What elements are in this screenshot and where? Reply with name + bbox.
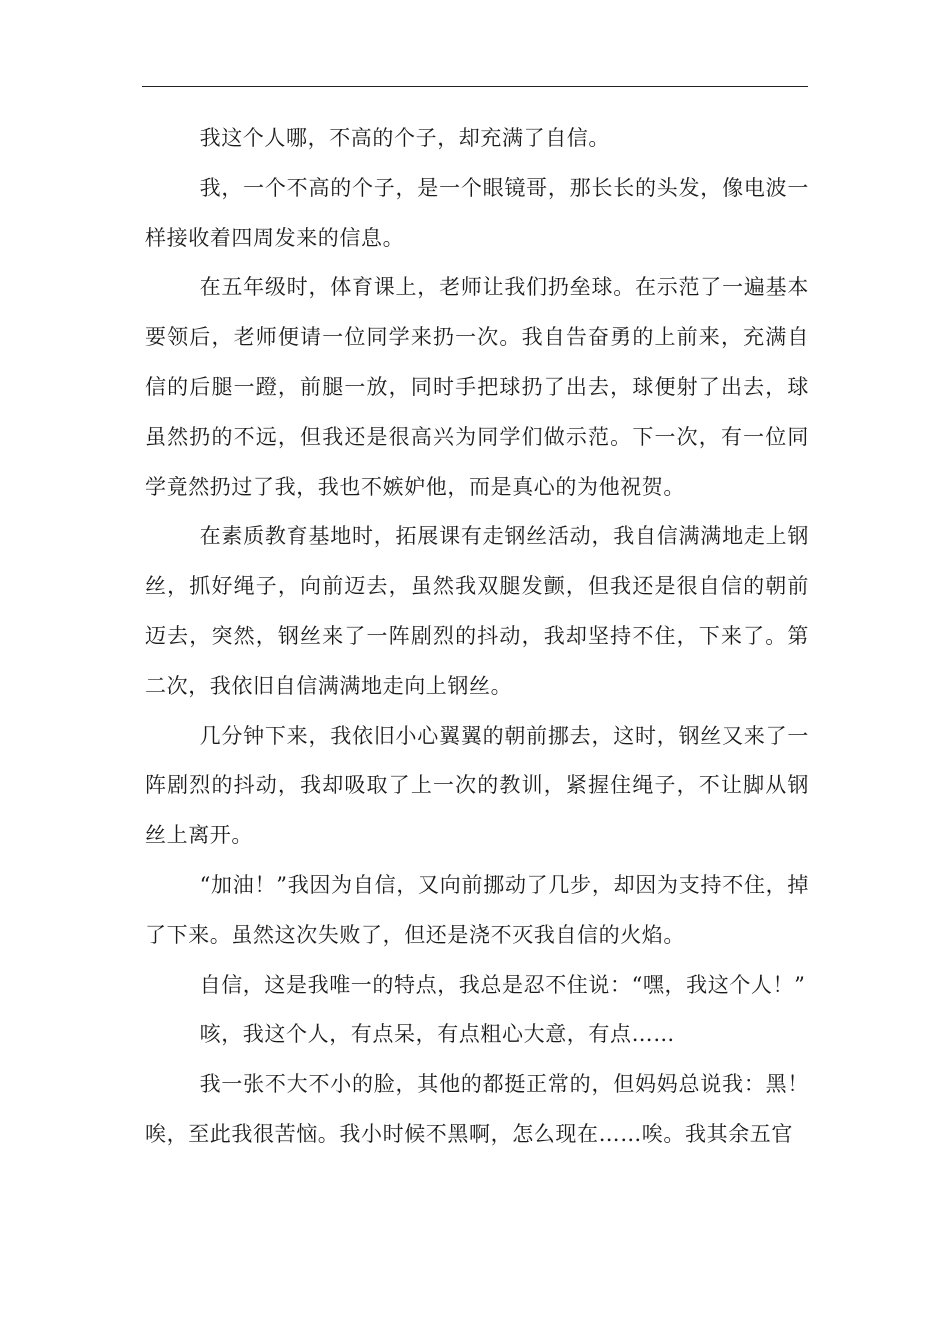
essay-body (145, 114, 809, 1160)
paragraph: 咳，我这个人，有点呆，有点粗心大意，有点…… (199, 1022, 675, 1047)
paragraph: 在素质教育基地时，拓展课有走钢丝活动，我自信满满地走上钢丝，抓好绳子，向前迈去，虽然我双腿发颤，但我还是很自信的朝前迈去，突然，钢丝来了一阵剧烈的抖动，我却坚持不住，下来了。第二次，我依旧自信满满地走向上钢丝。 (145, 524, 809, 698)
paragraph: “加油！”我因为自信，又向前挪动了几步，却因为支持不住，掉了下来。虽然这次失败了，但还是浇不灭我自信的火焰。 (145, 872, 809, 947)
paragraph: 我一张不大不小的脸，其他的都挺正常的，但妈妈总说我：黑！唉，至此我很苦恼。我小时候不黑啊，怎么现在……唉。我其余五官 (145, 1072, 809, 1146)
paragraph: 我这个人哪，不高的个子，却充满了自信。 (199, 126, 610, 150)
paragraph: 我，一个不高的个子，是一个眼镜哥，那长长的头发，像电波一样接收着四周发来的信息。 (145, 175, 809, 250)
paragraph: 在五年级时，体育课上，老师让我们扔垒球。在示范了一遍基本要领后，老师便请一位同学来扔一次。我自告奋勇的上前来，充满自信的后腿一蹬，前腿一放，同时手把球扔了出去，球便射了出去，球虽然扔的不远，但我还是很高兴为同学们做示范。下一次，有一位同学竟然扔过了我，我也不嫉妒他，而是真心的为他祝贺。 (145, 275, 809, 499)
paragraph: 几分钟下来，我依旧小心翼翼的朝前挪去，这时，钢丝又来了一阵剧烈的抖动，我却吸取了上一次的教训，紧握住绳子，不让脚从钢丝上离开。 (145, 723, 809, 848)
header-rule (142, 86, 808, 87)
paragraph: 自信，这是我唯一的特点，我总是忍不住说：“嘿，我这个人！” (199, 972, 806, 997)
